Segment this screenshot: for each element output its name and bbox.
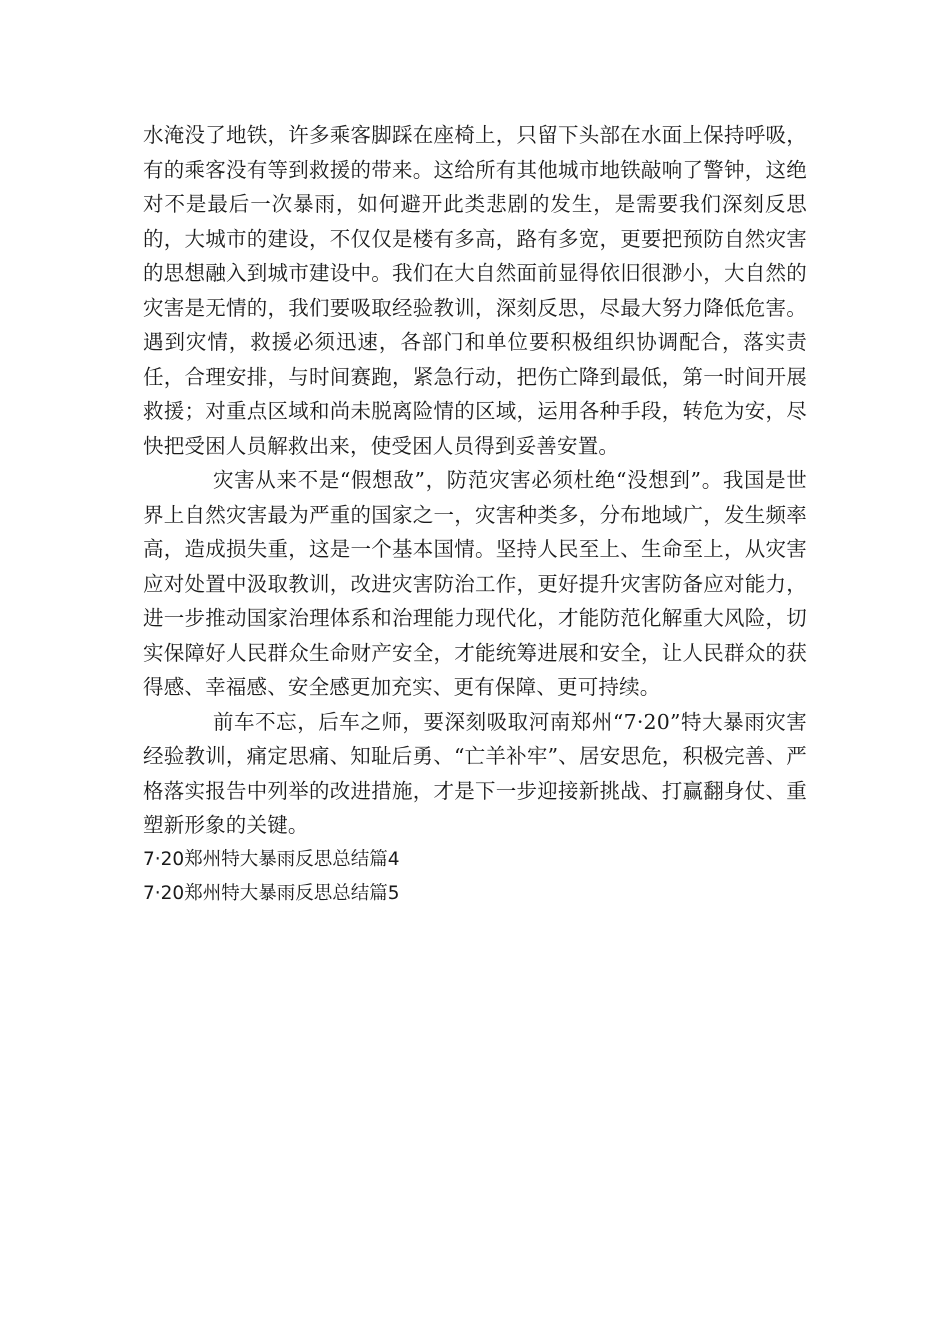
article-link-part-4[interactable]: 7·20郑州特大暴雨反思总结篇4: [143, 848, 400, 870]
paragraph-subway-flood: 水淹没了地铁，许多乘客脚踩在座椅上，只留下头部在水面上保持呼吸，有的乘客没有等到救援的带来。这给所有其他城市地铁敲响了警钟，这绝对不是最后一次暴雨，如何避开此类悲剧的发生，是需要我们深刻反思的，大城市的建设，不仅仅是楼有多高，路有多宽，更要把预防自然灾害的思想融入到城市建设中。我们在大自然面前显得依旧很渺小，大自然的灾害是无情的，我们要吸取经验教训，深刻反思，尽最大努力降低危害。遇到灾情，救援必须迅速，各部门和单位要积极组织协调配合，落实责任，合理安排，与时间赛跑，紧急行动，把伤亡降到最低，第一时间开展救援；对重点区域和尚未脱离险情的区域，运用各种手段，转危为安，尽快把受困人员解救出来，使受困人员得到妥善安置。: [143, 123, 807, 458]
paragraph-disaster-prevention: 灾害从来不是“假想敌”，防范灾害必须杜绝“没想到”。我国是世界上自然灾害最为严重的国家之一，灾害种类多，分布地域广，发生频率高，造成损失重，这是一个基本国情。坚持人民至上、生命至上，从灾害应对处置中汲取教训，改进灾害防治工作，更好提升灾害防备应对能力，进一步推动国家治理体系和治理能力现代化，才能防范化解重大风险，切实保障好人民群众生命财产安全，才能统筹进展和安全，让人民群众的获得感、幸福感、安全感更加充实、更有保障、更可持续。: [143, 468, 807, 699]
paragraph-lessons-learned: 前车不忘，后车之师，要深刻吸取河南郑州“7·20”特大暴雨灾害经验教训，痛定思痛、知耻后勇、“亡羊补牢”、居安思危，积极完善、严格落实报告中列举的改进措施，才是下一步迎接新挑战、打赢翻身仗、重塑新形象的关键。: [143, 709, 807, 837]
document-body: [143, 118, 807, 912]
article-link-part-5[interactable]: 7·20郑州特大暴雨反思总结篇5: [143, 883, 400, 904]
